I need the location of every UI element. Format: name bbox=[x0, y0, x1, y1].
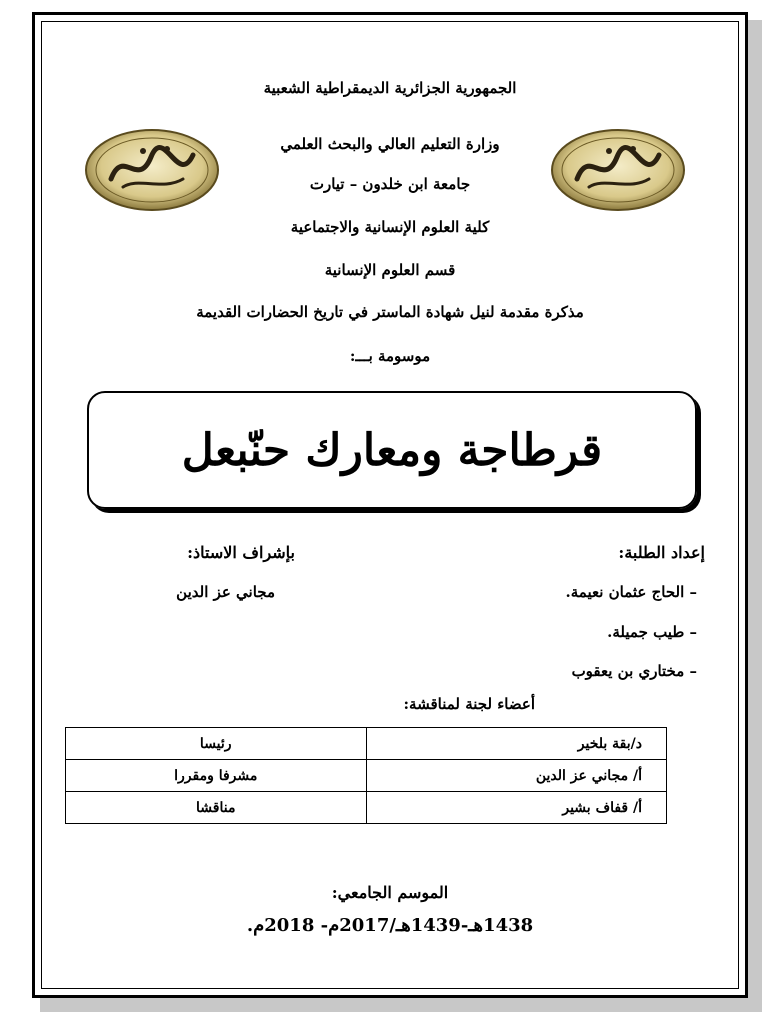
table-row bbox=[66, 728, 667, 760]
member-name: أ/ قفاف بشير bbox=[366, 792, 667, 824]
student-item: – مختاري بن يعقوب bbox=[571, 662, 697, 680]
university-logo-left bbox=[83, 127, 221, 213]
academic-year-value: 1438هـ-1439هـ/2017م- 2018م. bbox=[246, 915, 534, 936]
university-logo-right bbox=[549, 127, 687, 213]
table-row bbox=[66, 760, 667, 792]
supervisor-name: مجاني عز الدين bbox=[176, 583, 275, 601]
thesis-title: قرطاجة ومعارك حنّبعل bbox=[181, 424, 603, 476]
committee-heading: أعضاء لجنة لمناقشة: bbox=[403, 695, 535, 713]
member-role: مشرفا ومقررا bbox=[66, 760, 367, 792]
student-item: – طيب جميلة. bbox=[607, 623, 697, 641]
academic-year-label: الموسم الجامعي: bbox=[331, 883, 449, 902]
faculty-line: كلية العلوم الإنسانية والاجتماعية bbox=[290, 218, 490, 236]
republic-line: الجمهورية الجزائرية الديمقراطية الشعبية bbox=[263, 79, 517, 97]
cover-page bbox=[32, 12, 748, 998]
titled-label: موسومة بـــ: bbox=[349, 347, 431, 365]
member-name: أ/ مجاني عز الدين bbox=[366, 760, 667, 792]
students-heading: إعداد الطلبة: bbox=[618, 543, 705, 562]
student-item: – الحاج عثمان نعيمة. bbox=[565, 583, 697, 601]
member-name: د/بقة بلخير bbox=[366, 728, 667, 760]
member-role: مناقشا bbox=[66, 792, 367, 824]
member-role: رئيسا bbox=[66, 728, 367, 760]
table-row bbox=[66, 792, 667, 824]
ministry-line: وزارة التعليم العالي والبحث العلمي bbox=[280, 135, 500, 153]
thesis-note-line: مذكرة مقدمة لنيل شهادة الماستر في تاريخ الحضارات القديمة bbox=[196, 303, 584, 321]
department-line: قسم العلوم الإنسانية bbox=[324, 261, 456, 279]
university-line: جامعة ابن خلدون – تيارت bbox=[309, 175, 471, 193]
committee-table bbox=[65, 727, 667, 824]
thesis-title-box bbox=[87, 391, 697, 509]
supervisor-heading: بإشراف الاستاذ: bbox=[187, 543, 295, 562]
